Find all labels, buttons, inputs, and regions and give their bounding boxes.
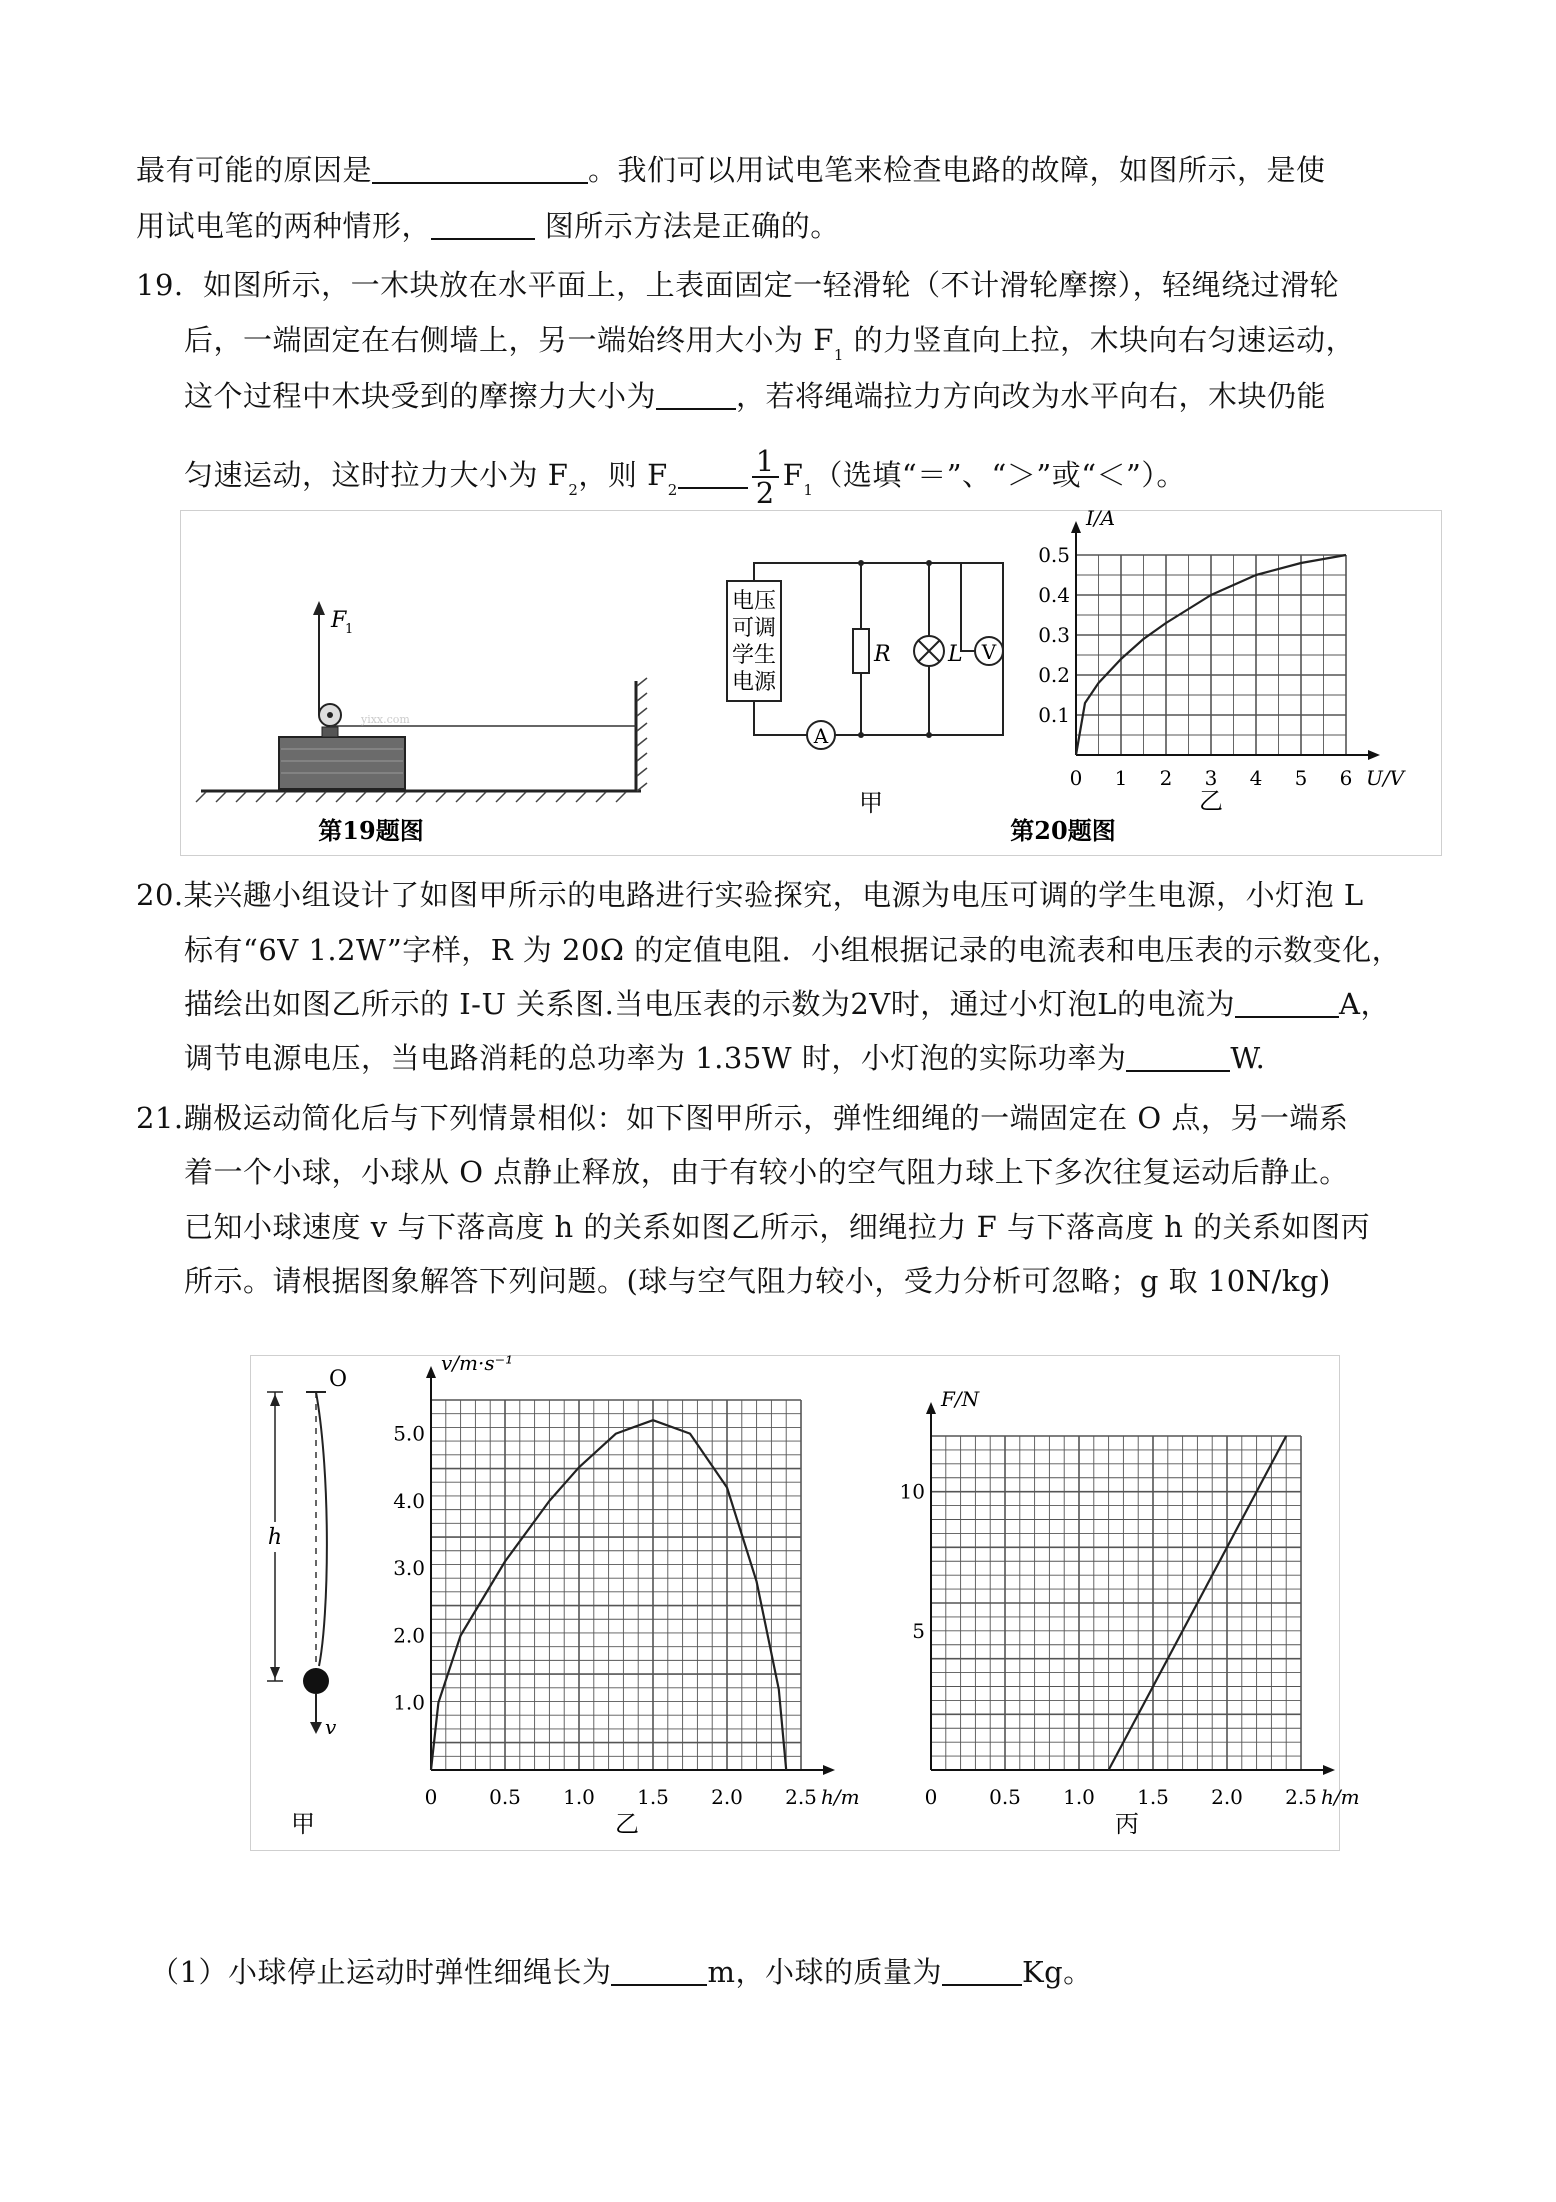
q20-line-2 (184, 930, 1401, 970)
caption-q20: 第20题图 (1010, 816, 1116, 845)
q19-text: ，若将绳端拉力方向改为水平向右，木块仍能 (736, 379, 1327, 413)
vh-chart (393, 1351, 859, 1809)
y-tick-label: 0.1 (1038, 703, 1070, 727)
q20-text: W. (1230, 1041, 1266, 1075)
y-tick-label: 4.0 (393, 1488, 425, 1513)
q21-text: 所示。请根据图象解答下列问题。(球与空气阻力较小，受力分析可忽略；g 取 10N/kg) (184, 1264, 1331, 1298)
floor-hatch (196, 792, 626, 802)
subscript: 1 (803, 481, 814, 499)
velocity-arrow-icon (310, 1722, 322, 1734)
q19-text: 后，一端固定在右侧墙上，另一端始终用大小为 F (184, 323, 834, 357)
figure-q21-svg (251, 1351, 1360, 1850)
y-tick-label: 5 (912, 1618, 925, 1643)
source-label: 电压 (731, 589, 777, 614)
q19-text: F (782, 458, 804, 492)
y-axis-label: v/m·s⁻¹ (441, 1351, 514, 1375)
answer-blank[interactable] (431, 208, 535, 240)
q19-text: 的力竖直向上拉，木块向右匀速运动， (843, 323, 1356, 357)
q20-text: 某兴趣小组设计了如图甲所示的电路进行实验探究，电源为电压可调的学生电源，小灯泡 L (183, 878, 1364, 912)
x-axis-arrow-icon (1368, 750, 1380, 760)
source-label: 电源 (731, 670, 777, 695)
x-tick-label: 2.5 (1285, 1785, 1317, 1809)
fraction-numerator: 1 (752, 446, 779, 478)
force-label-sub: 1 (345, 622, 354, 637)
x-tick-label: 1.5 (637, 1785, 669, 1809)
q21-sub-text: Kg。 (1021, 1955, 1093, 1989)
y-tick-label: 3.0 (393, 1556, 425, 1581)
q20-line-3 (184, 984, 1390, 1024)
q21-text: 已知小球速度 v 与下落高度 h 的关系如图乙所示，细绳拉力 F 与下落高度 h 的关系如图丙 (184, 1210, 1371, 1244)
wall-hatch (637, 678, 647, 791)
q21-text: 着一个小球，小球从 O 点静止释放，由于有较小的空气阻力球上下多次往复运动后静止。 (184, 1155, 1349, 1189)
elastic-rope (316, 1392, 327, 1666)
q21-line-2 (184, 1152, 1349, 1192)
y-tick-label: 0.4 (1038, 583, 1070, 607)
q18-text-d: 图所示方法是正确的。 (544, 209, 840, 243)
x-axis-label: U/V (1366, 766, 1405, 790)
x-tick-label: 0.5 (989, 1785, 1021, 1809)
label-h: h (267, 1525, 283, 1550)
x-tick-label: 2 (1159, 766, 1173, 790)
answer-blank[interactable] (1235, 986, 1339, 1018)
fh-chart (900, 1387, 1360, 1809)
y-tick-label: 10 (899, 1479, 925, 1504)
lamp-label: L (948, 642, 963, 667)
x-tick-label: 1.5 (1137, 1785, 1169, 1809)
ammeter-label: A (813, 724, 829, 748)
caption-yi: 乙 (615, 1810, 639, 1838)
voltmeter-label: V (981, 640, 997, 664)
q21-line-1 (136, 1098, 1348, 1138)
q20-text: A， (1339, 987, 1390, 1021)
source-label: 可调 (731, 616, 777, 641)
q18-text-a: 最有可能的原因是 (136, 153, 373, 187)
y-tick-label: 0.2 (1038, 663, 1070, 687)
x-tick-label: 0 (424, 1785, 438, 1809)
answer-blank[interactable] (678, 457, 748, 489)
x-axis-label: h/m (1321, 1785, 1360, 1809)
figure-q21 (250, 1351, 1360, 1851)
y-tick-label: 1.0 (393, 1690, 425, 1715)
figure-q19-q20-svg (181, 506, 1441, 855)
q20-text: 描绘出如图乙所示的 I-U 关系图.当电压表的示数为2V时，通过小灯泡L的电流为 (184, 987, 1236, 1021)
x-tick-label: 6 (1339, 766, 1353, 790)
x-tick-label: 3 (1204, 766, 1218, 790)
question-number: 19. (136, 268, 184, 302)
q19-text: 如图所示，一木块放在水平面上，上表面固定一轻滑轮（不计滑轮摩擦），轻绳绕过滑轮 (203, 268, 1340, 302)
caption-bing: 丙 (1115, 1810, 1139, 1838)
y-axis-label: I/A (1086, 506, 1116, 530)
q18-text-c: 用试电笔的两种情形， (136, 209, 432, 243)
y-tick-label: 5.0 (393, 1421, 425, 1446)
answer-blank[interactable] (372, 152, 588, 184)
y-tick-label: 0.5 (1038, 543, 1070, 567)
x-tick-label: 0 (1069, 766, 1083, 790)
y-tick-label: 2.0 (393, 1623, 425, 1648)
wooden-block (279, 737, 405, 789)
caption-yi: 乙 (1199, 787, 1223, 815)
question-number: 21. (136, 1101, 184, 1135)
ball-icon (303, 1668, 329, 1694)
watermark: yixx.com (361, 713, 410, 726)
x-tick-label: 0 (924, 1785, 938, 1809)
force-label: F (331, 608, 347, 633)
y-axis-arrow-icon (926, 1402, 936, 1414)
q19-line-3 (184, 376, 1326, 416)
answer-blank[interactable] (656, 378, 736, 410)
q21-sub-1 (150, 1952, 1093, 1992)
pulley-axle (327, 712, 333, 718)
q19-text: 这个过程中木块受到的摩擦力大小为 (184, 379, 657, 413)
q18-line-1 (136, 150, 1326, 190)
x-tick-label: 1.0 (1063, 1785, 1095, 1809)
question-number: 20. (136, 878, 184, 912)
caption-jia: 甲 (859, 789, 883, 817)
x-axis-arrow-icon (1323, 1765, 1335, 1775)
answer-blank[interactable] (942, 1954, 1022, 1986)
answer-blank[interactable] (1126, 1040, 1230, 1072)
answer-blank[interactable] (611, 1954, 707, 1986)
x-tick-label: 2.0 (1211, 1785, 1243, 1809)
q19-line-2 (184, 320, 1355, 375)
q19-text: 匀速运动，这时拉力大小为 F (184, 458, 569, 492)
q18-line-2 (136, 206, 840, 246)
resistor-icon (853, 629, 869, 673)
label-v: v (325, 1715, 337, 1739)
figure-q19-q20 (180, 506, 1442, 856)
subscript: 1 (833, 346, 844, 364)
subscript: 2 (568, 481, 579, 499)
q20-text: 标有“6V 1.2W”字样，R 为 20Ω 的定值电阻．小组根据记录的电流表和电压表的示数变化， (184, 933, 1402, 967)
y-axis-label: F/N (941, 1387, 980, 1411)
x-tick-label: 5 (1294, 766, 1308, 790)
subscript: 2 (667, 481, 678, 499)
y-tick-label: 0.3 (1038, 623, 1070, 647)
q21-text: 蹦极运动简化后与下列情景相似：如下图甲所示，弹性细绳的一端固定在 O 点，另一端系 (183, 1101, 1349, 1135)
q21-sub-text: （1）小球停止运动时弹性细绳长为 (150, 1955, 612, 1989)
x-tick-label: 2.0 (711, 1785, 743, 1809)
x-axis-arrow-icon (823, 1765, 835, 1775)
q20-text: 调节电源电压，当电路消耗的总功率为 1.35W 时，小灯泡的实际功率为 (184, 1041, 1127, 1075)
q21-line-3 (184, 1207, 1370, 1247)
caption-q19: 第19题图 (318, 816, 424, 845)
fraction (752, 446, 779, 508)
q19-text: （选填“＝”、“＞”或“＜”）。 (813, 458, 1186, 492)
source-label: 学生 (731, 643, 777, 668)
iu-chart (1038, 506, 1406, 790)
q19-text: ，则 F (578, 458, 668, 492)
q19-figure (196, 601, 647, 845)
x-tick-label: 2.5 (785, 1785, 817, 1809)
x-tick-label: 1 (1114, 766, 1128, 790)
x-tick-label: 1.0 (563, 1785, 595, 1809)
pulley-mount (322, 727, 338, 737)
x-axis-label: h/m (821, 1785, 860, 1809)
label-o: O (329, 1367, 348, 1392)
q20-line-1 (136, 875, 1364, 915)
fraction-denominator: 2 (755, 476, 775, 510)
y-axis-arrow-icon (426, 1366, 436, 1378)
caption-jia: 甲 (291, 1810, 315, 1838)
x-tick-label: 0.5 (489, 1785, 521, 1809)
bungee-diagram (265, 1367, 347, 1838)
q18-text-b: 。我们可以用试电笔来检查电路的故障，如图所示，是使 (588, 153, 1326, 187)
y-axis-arrow-icon (1071, 521, 1081, 533)
q20-line-4 (184, 1038, 1265, 1078)
force-arrow-icon (313, 601, 325, 615)
q21-line-4 (184, 1261, 1331, 1301)
resistor-label: R (874, 642, 891, 667)
q21-sub-text: m，小球的质量为 (707, 1955, 942, 1989)
x-tick-label: 4 (1249, 766, 1263, 790)
q19-line-1 (136, 265, 1339, 305)
